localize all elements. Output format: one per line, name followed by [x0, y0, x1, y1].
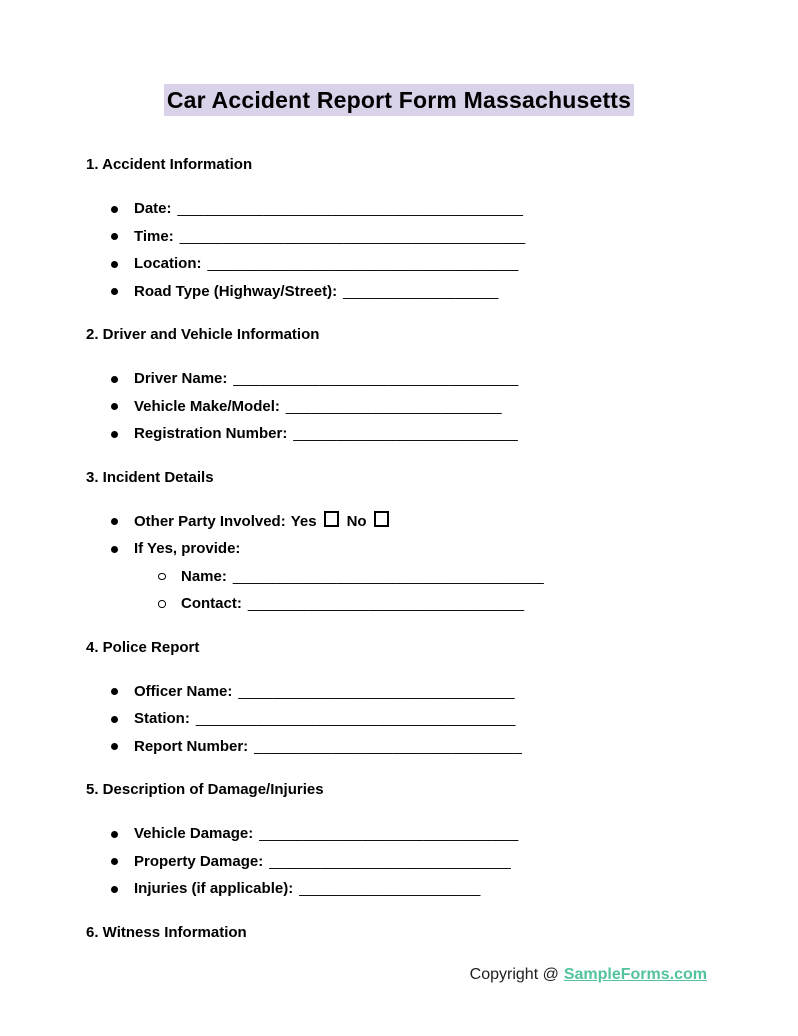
damage-injuries-list	[86, 820, 712, 903]
field-label: Road Type (Highway/Street):	[134, 282, 338, 300]
field-label: Contact:	[181, 595, 242, 612]
copyright-text: Copyright @	[469, 966, 559, 983]
section-heading-incident-details: 3. Incident Details	[86, 468, 214, 486]
field-label: Property Damage:	[134, 852, 264, 870]
field-other-party-involved	[86, 508, 712, 536]
section-heading-witness-information: 6. Witness Information	[86, 923, 247, 941]
field-label: Driver Name:	[134, 370, 228, 387]
field-road-type	[86, 278, 712, 306]
field-label: Date:	[134, 200, 172, 217]
title-row	[86, 84, 712, 120]
field-label: Registration Number:	[134, 425, 288, 442]
field-location	[86, 250, 712, 278]
field-label: Report Number:	[134, 737, 249, 755]
field-injuries	[86, 875, 712, 903]
field-label: Name:	[181, 567, 227, 585]
police-report-list	[86, 678, 712, 761]
field-label: Other Party Involved:	[134, 512, 286, 530]
field-driver-name	[86, 365, 712, 393]
section-heading-police-report: 4. Police Report	[86, 638, 200, 656]
fill-in-line[interactable]: _________________________________	[233, 370, 519, 387]
field-label: If Yes, provide:	[134, 540, 241, 557]
accident-information-list	[86, 195, 712, 305]
field-other-party-name	[86, 563, 712, 591]
field-label: Station:	[134, 710, 190, 727]
fill-in-line[interactable]: _______________________________	[254, 737, 523, 755]
fill-in-line[interactable]: ________________________________________	[177, 200, 524, 217]
fill-in-line[interactable]: _____________________________________	[195, 710, 516, 727]
incident-details-list	[86, 508, 712, 618]
field-other-party-contact	[86, 590, 712, 618]
field-label: Vehicle Damage:	[134, 825, 254, 842]
brand-link[interactable]: SampleForms.com	[563, 966, 707, 983]
field-registration-number	[86, 420, 712, 448]
driver-vehicle-information-list	[86, 365, 712, 448]
field-time	[86, 223, 712, 251]
form-title: Car Accident Report Form Massachusetts	[164, 84, 634, 116]
fill-in-line[interactable]: _____________________	[299, 880, 481, 897]
fill-in-line[interactable]: ________________________________	[247, 595, 525, 612]
option-no-label: No	[346, 512, 367, 530]
field-label: Injuries (if applicable):	[134, 880, 294, 897]
field-label: Officer Name:	[134, 682, 233, 700]
field-station	[86, 705, 712, 733]
field-property-damage	[86, 848, 712, 876]
section-heading-accident-information: 1. Accident Information	[86, 156, 253, 173]
fill-in-line[interactable]: ____________________________	[269, 852, 512, 870]
fill-in-line[interactable]: ________________________________________	[179, 227, 526, 245]
field-date	[86, 195, 712, 223]
option-yes-label: Yes	[290, 512, 317, 530]
yes-checkbox[interactable]	[324, 511, 339, 527]
fill-in-line[interactable]: ______________________________	[259, 825, 519, 842]
fill-in-line[interactable]: __________________	[343, 282, 499, 300]
section-heading-damage-injuries: 5. Description of Damage/Injuries	[86, 781, 324, 798]
field-report-number	[86, 733, 712, 761]
no-checkbox[interactable]	[374, 511, 389, 527]
footer	[470, 964, 707, 986]
section-heading-driver-vehicle-information: 2. Driver and Vehicle Information	[86, 326, 320, 343]
fill-in-line[interactable]: ________________________________	[238, 682, 515, 700]
field-if-yes-provide	[86, 535, 712, 563]
field-vehicle-make-model	[86, 393, 712, 421]
fill-in-line[interactable]: __________________________	[293, 425, 519, 442]
field-officer-name	[86, 678, 712, 706]
fill-in-line[interactable]: ____________________________________	[232, 567, 544, 585]
fill-in-line[interactable]: ____________________________________	[207, 255, 519, 272]
field-label: Location:	[134, 255, 202, 272]
fill-in-line[interactable]: _________________________	[285, 397, 502, 415]
field-label: Time:	[134, 227, 174, 245]
field-vehicle-damage	[86, 820, 712, 848]
field-label: Vehicle Make/Model:	[134, 397, 280, 415]
